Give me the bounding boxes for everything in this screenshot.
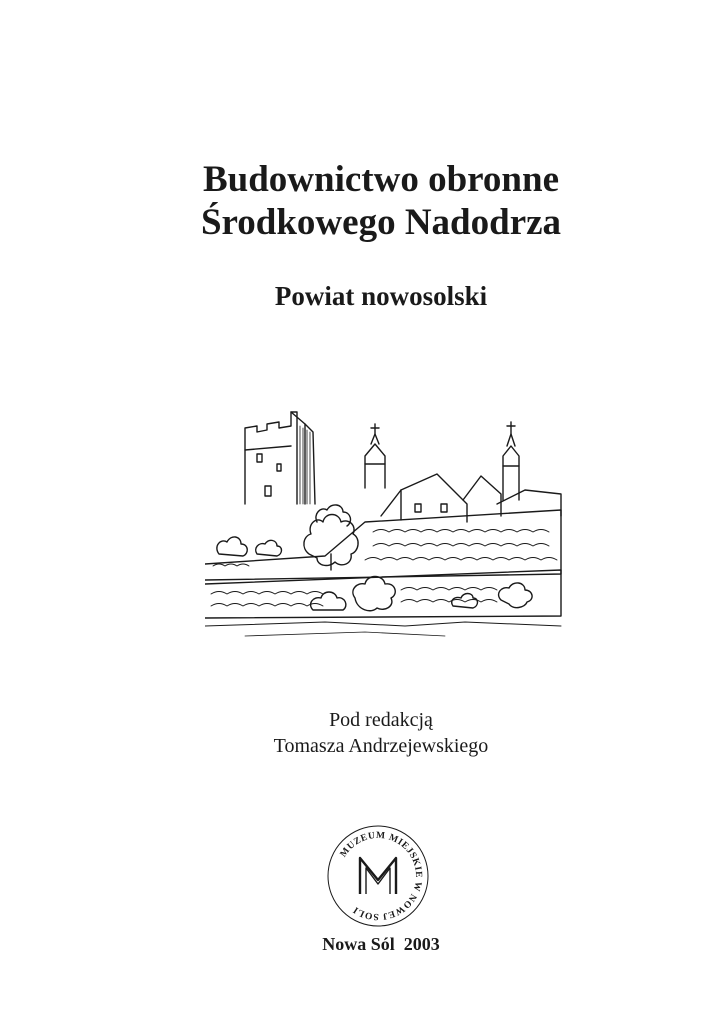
seal-text: MUZEUM MIEJSKIE W NOWEJ SOLI (338, 830, 424, 922)
book-title (0, 158, 719, 244)
title-line-2: Środkowego Nadodrza (200, 202, 562, 243)
editor-line-2: Tomasza Andrzejewskiego (273, 735, 489, 757)
museum-seal-icon (326, 824, 430, 928)
editor-credit (0, 707, 719, 759)
title-line-1: Budownictwo obronne (202, 159, 560, 200)
castle-town-illustration (205, 404, 565, 648)
book-subtitle: Powiat nowosolski (274, 281, 488, 311)
editor-line-1: Pod redakcją (329, 709, 433, 731)
publication-imprint: Nowa Sól 2003 (322, 934, 440, 954)
